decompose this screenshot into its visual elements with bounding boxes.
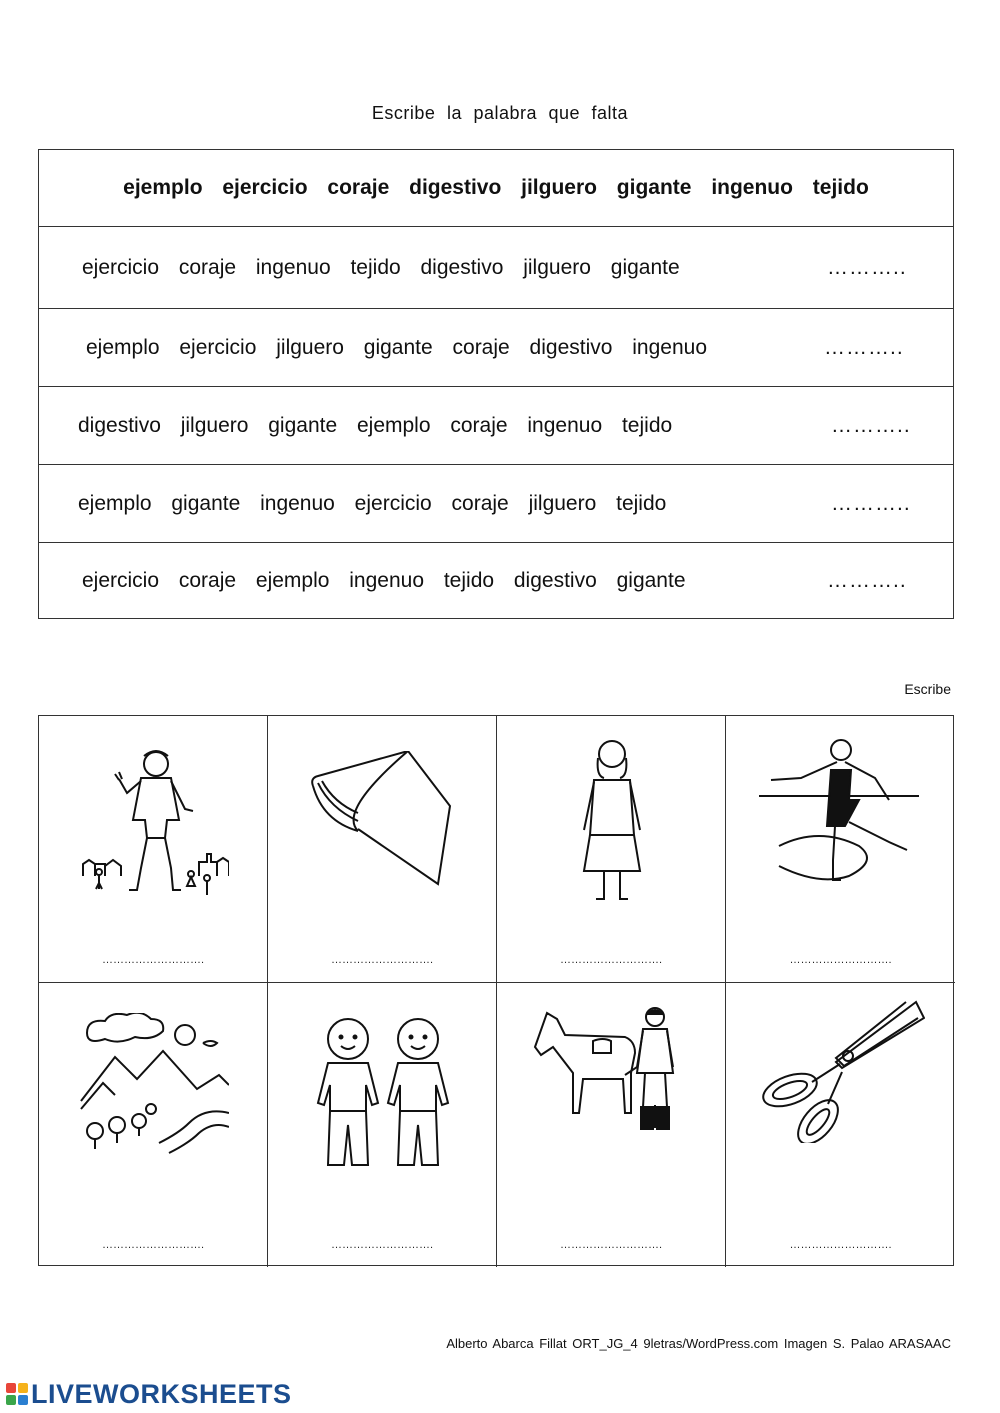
answer-blank[interactable]: ……………………….	[330, 1239, 434, 1251]
picture-cell	[497, 983, 726, 1267]
horse-rider-icon	[533, 1003, 693, 1163]
picture-cell	[726, 983, 955, 1267]
table-row	[39, 308, 953, 386]
credits-footer: Alberto Abarca Fillat ORT_JG_4 9letras/WordPress.com Imagen S. Palao ARASAAC	[446, 1336, 951, 1351]
table-row	[39, 226, 953, 308]
row-words: digestivo jilguero gigante ejemplo coraje ingenuo tejido	[78, 413, 673, 437]
word-bank: ejemplo ejercicio coraje digestivo jilguero gigante ingenuo tejido	[123, 176, 869, 199]
twin-boys-icon	[308, 1013, 458, 1173]
word-bank-row	[39, 150, 953, 226]
picture-cell	[497, 716, 726, 983]
section-label: Escribe	[904, 681, 951, 697]
row-words: ejemplo ejercicio jilguero gigante coraje digestivo ingenuo	[86, 335, 707, 359]
logo-tiles-icon	[6, 1383, 28, 1405]
picture-cell	[39, 716, 268, 983]
word-table	[38, 149, 954, 619]
picture-cell	[39, 983, 268, 1267]
picture-cell	[268, 983, 497, 1267]
brand-name: LIVEWORKSHEETS	[31, 1378, 292, 1409]
liveworksheets-logo[interactable]	[6, 1378, 292, 1410]
row-words: ejercicio coraje ejemplo ingenuo tejido digestivo gigante	[82, 569, 686, 592]
answer-blank[interactable]: ……………………….	[101, 954, 205, 966]
landscape-icon	[79, 1013, 229, 1158]
answer-blank[interactable]: ………..	[831, 491, 911, 515]
scissors-icon	[760, 998, 925, 1143]
answer-blank[interactable]: ………..	[831, 413, 911, 437]
answer-blank[interactable]: ……………………….	[101, 1239, 205, 1251]
table-row	[39, 542, 953, 619]
rolled-fabric-icon	[308, 751, 460, 886]
answer-blank[interactable]: ……………………….	[330, 954, 434, 966]
giant-man-icon	[79, 746, 229, 901]
page-title: Escribe la palabra que falta	[371, 103, 629, 123]
answer-blank[interactable]: ………..	[824, 335, 904, 359]
answer-blank[interactable]: ……………………….	[789, 954, 892, 966]
picture-cell	[726, 716, 955, 983]
answer-blank[interactable]: ……………………….	[559, 954, 663, 966]
table-row	[39, 386, 953, 464]
table-row	[39, 464, 953, 542]
row-words: ejercicio coraje ingenuo tejido digestivo jilguero gigante	[82, 255, 680, 279]
ice-skater-icon	[759, 736, 924, 901]
picture-grid	[38, 715, 954, 1266]
picture-cell	[268, 716, 497, 983]
answer-blank[interactable]: ………..	[827, 569, 907, 592]
answer-blank[interactable]: ……………………….	[789, 1239, 892, 1251]
row-words: ejemplo gigante ingenuo ejercicio coraje jilguero tejido	[78, 491, 667, 515]
standing-girl-icon	[572, 736, 652, 906]
answer-blank[interactable]: ……………………….	[559, 1239, 663, 1251]
answer-blank[interactable]: ………..	[827, 255, 907, 279]
